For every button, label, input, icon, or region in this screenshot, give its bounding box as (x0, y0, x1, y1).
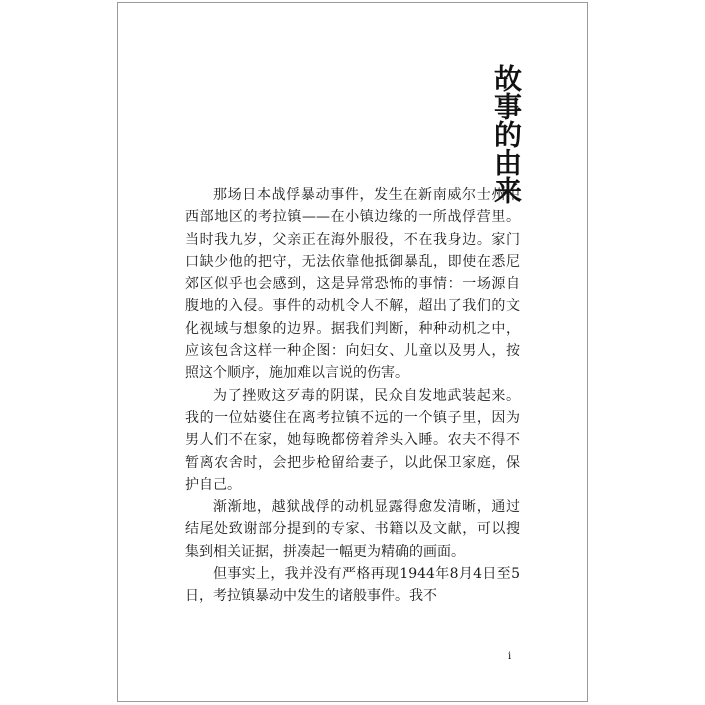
body-text (185, 184, 520, 608)
paragraph: 但事实上，我并没有严格再现1944年8月4日至5日，考拉镇暴动中发生的诸般事件。我不 (185, 566, 520, 605)
page-number: i (508, 651, 512, 662)
paragraph: 那场日本战俘暴动事件，发生在新南威尔士州中西部地区的考拉镇——在小镇边缘的一所战俘营里。当时我九岁，父亲正在海外服役，不在我身边。家门口缺少他的把守，无法依靠他抵御暴乱，即使在悉尼郊区似乎也会感到，这是异常恐怖的事情：一场源自腹地的入侵。事件的动机令人不解，超出了我们的文化视域与想象的边界。据我们判断，种种动机之中，应该包含这样一种企图：向妇女、儿童以及男人，按照这个顺序，施加难以言说的伤害。 (185, 187, 520, 382)
paragraph: 为了挫败这歹毒的阴谋，民众自发地武装起来。我的一位姑婆住在离考拉镇不远的一个镇子里，因为男人们不在家，她每晚都傍着斧头入睡。农夫不得不暂离农舍时，会把步枪留给妻子，以此保卫家庭，保护自己。 (185, 387, 520, 493)
chapter-title: 故事的由来 (490, 64, 523, 204)
paragraph: 渐渐地，越狱战俘的动机显露得愈发清晰，通过结尾处致谢部分提到的专家、书籍以及文献，可以搜集到相关证据，拼凑起一幅更为精确的画面。 (185, 499, 520, 560)
